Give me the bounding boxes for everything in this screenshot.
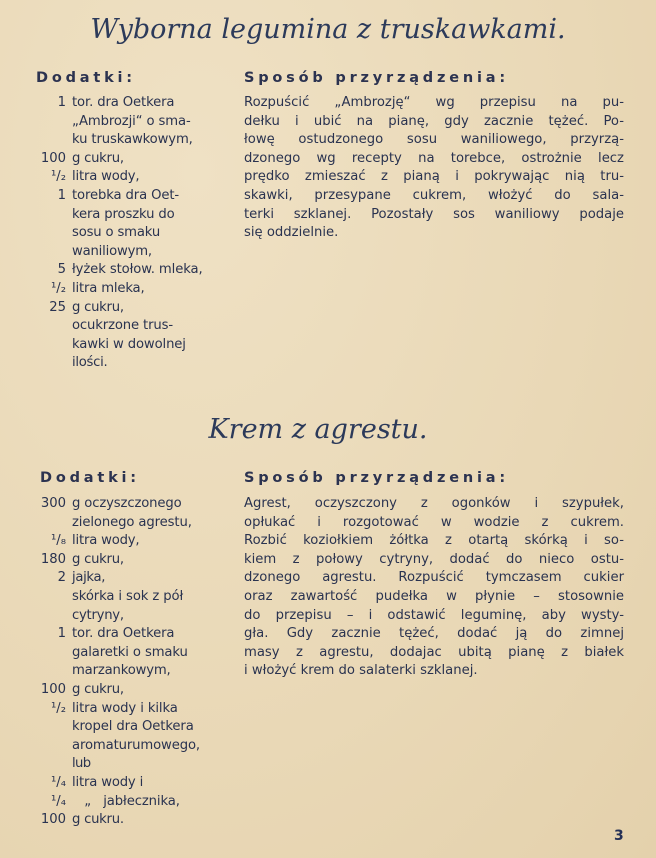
ingredient-text: g cukru, bbox=[72, 681, 124, 697]
ingredient-text: skórka i sok z pół bbox=[72, 588, 184, 604]
method-line: Agrest, oczyszczony z ogonków i szypułek, bbox=[244, 496, 624, 511]
method-line: i włożyć krem do salaterki szklanej. bbox=[244, 663, 478, 679]
ingredient-row bbox=[30, 811, 240, 830]
ingredient-row bbox=[30, 718, 240, 737]
ingredient-row bbox=[30, 206, 240, 225]
ingredient-text: g oczyszczonego bbox=[72, 496, 182, 511]
ingredient-quantity bbox=[30, 206, 72, 225]
ingredient-row bbox=[30, 224, 240, 243]
ingredient-text: marzankowym, bbox=[72, 663, 171, 679]
ingredient-row bbox=[30, 150, 240, 169]
ingredient-text: zielonego agrestu, bbox=[72, 514, 192, 530]
ingredient-text: sosu o smaku bbox=[72, 225, 161, 241]
ingredient-row bbox=[30, 94, 240, 113]
method-line: skawki, przesypane cukrem, włożyć do sala- bbox=[244, 187, 624, 203]
ingredient-quantity bbox=[30, 588, 72, 607]
ingredient-row bbox=[30, 187, 240, 206]
ingredient-quantity: 100 bbox=[40, 681, 66, 697]
ingredient-row bbox=[30, 774, 240, 793]
ingredient-text: jajka, bbox=[72, 570, 106, 586]
ingredient-quantity: 1 bbox=[57, 95, 66, 110]
method-heading: Sposób przyrządzenia: bbox=[244, 70, 509, 86]
ingredient-row bbox=[30, 113, 240, 132]
ingredient-row bbox=[30, 131, 240, 150]
ingredients-list bbox=[30, 94, 240, 373]
ingredient-text: litra wody i kilka bbox=[72, 700, 178, 716]
ingredient-text: kawki w dowolnej bbox=[72, 336, 186, 352]
ingredient-quantity bbox=[30, 514, 72, 533]
ingredient-text: łyżek stołow. mleka, bbox=[72, 262, 203, 278]
method-line: łowę ostudzonego sosu waniliowego, przyrzą- bbox=[244, 132, 624, 148]
ingredient-text: galaretki o smaku bbox=[72, 644, 188, 660]
ingredient-quantity bbox=[30, 607, 72, 626]
ingredient-text: lub bbox=[72, 756, 91, 772]
ingredient-row bbox=[30, 737, 240, 756]
ingredient-quantity: 1 bbox=[57, 626, 66, 642]
ingredient-row bbox=[30, 700, 240, 719]
ingredient-text: cytryny, bbox=[72, 607, 124, 623]
method-line: terki szklanej. Pozostały sos waniliowy podaje bbox=[244, 206, 624, 222]
ingredient-text: tor. dra Oetkera bbox=[72, 95, 175, 110]
method-line: kiem z połowy cytryny, dodać do nieco ostu- bbox=[244, 551, 624, 567]
ingredient-quantity: 180 bbox=[40, 551, 66, 567]
ingredient-quantity bbox=[30, 317, 72, 336]
method-heading: Sposób przyrządzenia: bbox=[244, 470, 509, 486]
ingredient-quantity bbox=[30, 644, 72, 663]
ingredient-row bbox=[30, 569, 240, 588]
method-line: prędko zmieszać z pianą i pokrywając nią tru- bbox=[244, 169, 624, 185]
method-line: dzonego agrestu. Rozpuścić tymczasem cukier bbox=[244, 570, 624, 586]
ingredient-text: aromaturumowego, bbox=[72, 737, 200, 753]
ingredient-quantity: 25 bbox=[49, 299, 66, 315]
ingredient-quantity: 100 bbox=[40, 150, 66, 166]
ingredient-quantity bbox=[30, 131, 72, 150]
method-line: dzonego wg recepty na torebce, ostrożnie lecz bbox=[244, 150, 624, 166]
ingredient-quantity bbox=[30, 243, 72, 262]
method-text bbox=[244, 495, 624, 681]
ingredient-text: ku truskawkowym, bbox=[72, 132, 193, 148]
ingredient-text: g cukru, bbox=[72, 150, 124, 166]
ingredients-heading: Dodatki: bbox=[36, 70, 136, 86]
ingredient-text: g cukru, bbox=[72, 551, 124, 567]
ingredient-text: „ jabłecznika, bbox=[72, 793, 180, 809]
ingredient-quantity bbox=[30, 336, 72, 355]
ingredient-row bbox=[30, 354, 240, 373]
ingredient-row bbox=[30, 625, 240, 644]
ingredient-quantity bbox=[30, 755, 72, 774]
ingredient-text: litra mleka, bbox=[72, 280, 145, 296]
method-line: Rozbić koziołkiem żółtka z otartą skórką i so- bbox=[244, 533, 624, 549]
method-line: gła. Gdy zacznie tężeć, dodać ją do zimnej bbox=[244, 626, 624, 642]
ingredient-quantity: 2 bbox=[57, 570, 66, 586]
ingredient-quantity: ¹/₈ bbox=[50, 533, 66, 549]
ingredient-row bbox=[30, 336, 240, 355]
ingredient-quantity: 300 bbox=[40, 496, 66, 511]
ingredient-text: litra wody, bbox=[72, 169, 140, 185]
ingredient-row bbox=[30, 755, 240, 774]
page-number: 3 bbox=[614, 828, 624, 844]
ingredient-row bbox=[30, 299, 240, 318]
method-line: Rozpuścić „Ambrozję“ wg przepisu na pu- bbox=[244, 95, 624, 110]
ingredient-quantity: ¹/₂ bbox=[50, 700, 66, 716]
ingredient-row bbox=[30, 495, 240, 514]
ingredient-row bbox=[30, 243, 240, 262]
ingredient-row bbox=[30, 317, 240, 336]
ingredient-quantity: ¹/₂ bbox=[50, 169, 66, 185]
recipe-title: Krem z agrestu. bbox=[208, 414, 428, 445]
ingredient-quantity: 5 bbox=[57, 262, 66, 278]
ingredient-row bbox=[30, 644, 240, 663]
ingredient-text: ocukrzone trus- bbox=[72, 318, 173, 334]
ingredient-quantity bbox=[30, 224, 72, 243]
ingredient-quantity bbox=[30, 113, 72, 132]
ingredient-row bbox=[30, 551, 240, 570]
method-line: masy z agrestu, dodajac ubitą pianę z białek bbox=[244, 644, 624, 660]
ingredient-row bbox=[30, 681, 240, 700]
ingredients-heading: Dodatki: bbox=[40, 470, 140, 486]
ingredient-row bbox=[30, 261, 240, 280]
ingredient-row bbox=[30, 532, 240, 551]
ingredient-row bbox=[30, 280, 240, 299]
ingredient-text: torebka dra Oet- bbox=[72, 187, 180, 203]
ingredient-text: waniliowym, bbox=[72, 243, 152, 259]
method-line: do przepisu – i odstawić leguminę, aby wysty- bbox=[244, 607, 624, 623]
method-line: oraz zawartość pudełka w płynie – stosownie bbox=[244, 588, 624, 604]
ingredient-quantity bbox=[30, 354, 72, 373]
ingredients-list bbox=[30, 495, 240, 830]
method-text bbox=[244, 94, 624, 243]
ingredient-text: kera proszku do bbox=[72, 206, 175, 222]
ingredient-text: ilości. bbox=[72, 355, 108, 371]
ingredient-text: „Ambrozji“ o sma- bbox=[72, 113, 191, 129]
ingredient-quantity bbox=[30, 718, 72, 737]
ingredient-text: kropel dra Oetkera bbox=[72, 719, 194, 735]
ingredient-quantity: 100 bbox=[40, 812, 66, 828]
ingredient-row bbox=[30, 662, 240, 681]
ingredient-quantity: ¹/₂ bbox=[50, 280, 66, 296]
ingredient-quantity bbox=[30, 662, 72, 681]
ingredient-quantity: 1 bbox=[57, 187, 66, 203]
ingredient-quantity: ¹/₄ bbox=[50, 793, 66, 809]
ingredient-text: g cukru, bbox=[72, 299, 124, 315]
ingredient-quantity bbox=[30, 737, 72, 756]
method-line: opłukać i rozgotować w wodzie z cukrem. bbox=[244, 514, 624, 530]
ingredient-quantity: ¹/₄ bbox=[50, 774, 66, 790]
ingredient-row bbox=[30, 168, 240, 187]
method-line: dełku i ubić na pianę, gdy zacznie tężeć. Po- bbox=[244, 113, 624, 129]
ingredient-row bbox=[30, 793, 240, 812]
method-line: się oddzielnie. bbox=[244, 225, 339, 241]
ingredient-row bbox=[30, 607, 240, 626]
ingredient-row bbox=[30, 514, 240, 533]
ingredient-text: tor. dra Oetkera bbox=[72, 626, 175, 642]
ingredient-text: litra wody, bbox=[72, 533, 140, 549]
ingredient-row bbox=[30, 588, 240, 607]
ingredient-text: g cukru. bbox=[72, 812, 124, 828]
ingredient-text: litra wody i bbox=[72, 774, 144, 790]
recipe-title: Wyborna legumina z truskawkami. bbox=[90, 14, 566, 45]
